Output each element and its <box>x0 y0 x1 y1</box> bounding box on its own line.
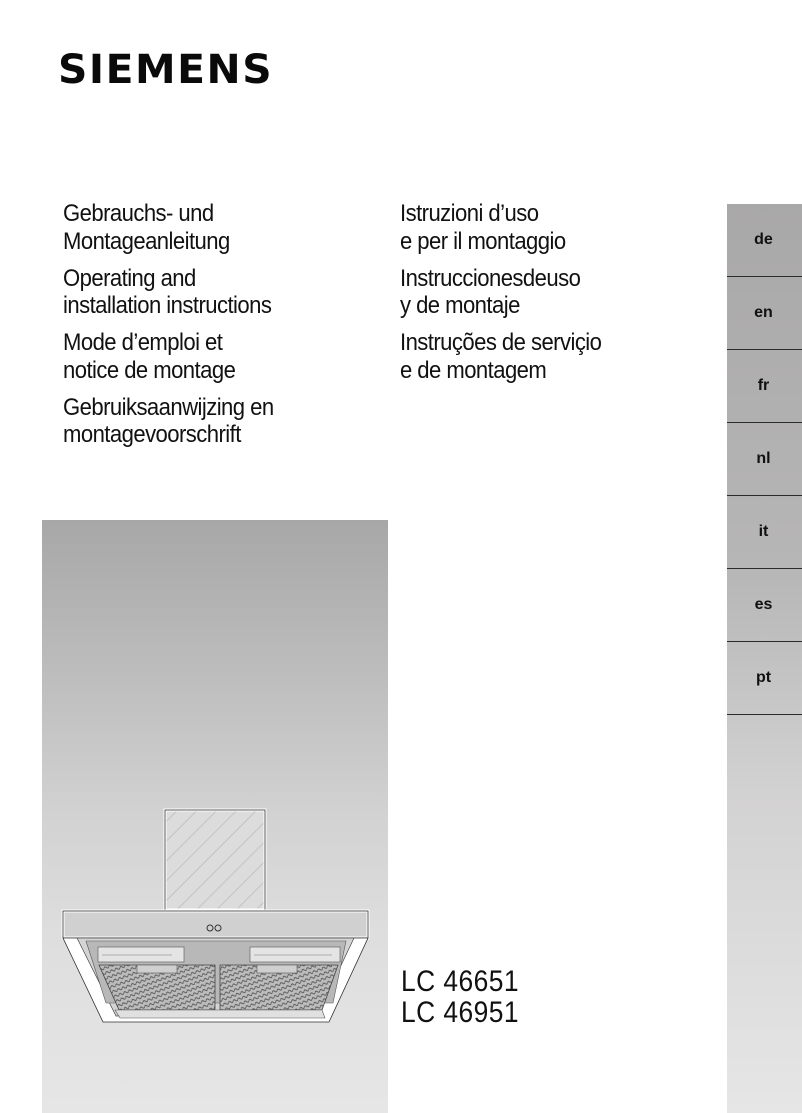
tab-label: it <box>758 523 769 540</box>
title-es <box>400 265 601 320</box>
title-column-left <box>63 200 292 458</box>
title-line: Gebrauchs- und <box>63 200 214 227</box>
tab-label: nl <box>756 450 771 467</box>
title-line: Instruções de serviçio <box>400 329 602 356</box>
siemens-logo: SIEMENS <box>58 47 274 93</box>
title-it <box>400 200 601 255</box>
product-image-panel <box>42 520 388 1113</box>
tab-nl[interactable] <box>727 423 802 496</box>
title-line: notice de montage <box>63 356 236 384</box>
title-line: Montageanleitung <box>63 227 230 255</box>
tab-fr[interactable] <box>727 350 802 423</box>
model-number: LC 46651 <box>401 965 520 998</box>
tab-es[interactable] <box>727 569 802 642</box>
model-numbers <box>401 966 519 1028</box>
tab-label: es <box>754 596 773 613</box>
tab-label: pt <box>755 669 772 686</box>
title-line: y de montaje <box>400 292 520 319</box>
tab-de[interactable] <box>727 204 802 277</box>
title-line: Instruccionesdeuso <box>400 264 581 292</box>
language-tab-strip <box>727 204 802 1113</box>
tab-label: en <box>754 304 773 321</box>
title-fr <box>63 329 274 384</box>
title-nl <box>63 394 274 449</box>
tab-it[interactable] <box>727 496 802 569</box>
title-pt <box>400 329 601 384</box>
title-line: Operating and <box>63 264 196 292</box>
chimney-hood-illustration <box>42 520 388 1113</box>
title-line: Mode d’emploi et <box>63 329 223 356</box>
title-line: e de montagem <box>400 356 547 384</box>
title-de <box>63 200 274 255</box>
title-line: installation instructions <box>63 292 272 319</box>
title-line: e per il montaggio <box>400 227 566 255</box>
title-line: montagevoorschrift <box>63 421 241 448</box>
model-number: LC 46951 <box>401 996 520 1029</box>
title-column-right <box>400 200 619 394</box>
title-line: Gebruiksaanwijzing en <box>63 393 274 421</box>
tab-pt[interactable] <box>727 642 802 715</box>
title-line: Istruzioni d’uso <box>400 200 539 227</box>
tab-en[interactable] <box>727 277 802 350</box>
tab-label: fr <box>757 377 770 394</box>
title-en <box>63 265 274 320</box>
tab-label: de <box>754 231 773 248</box>
